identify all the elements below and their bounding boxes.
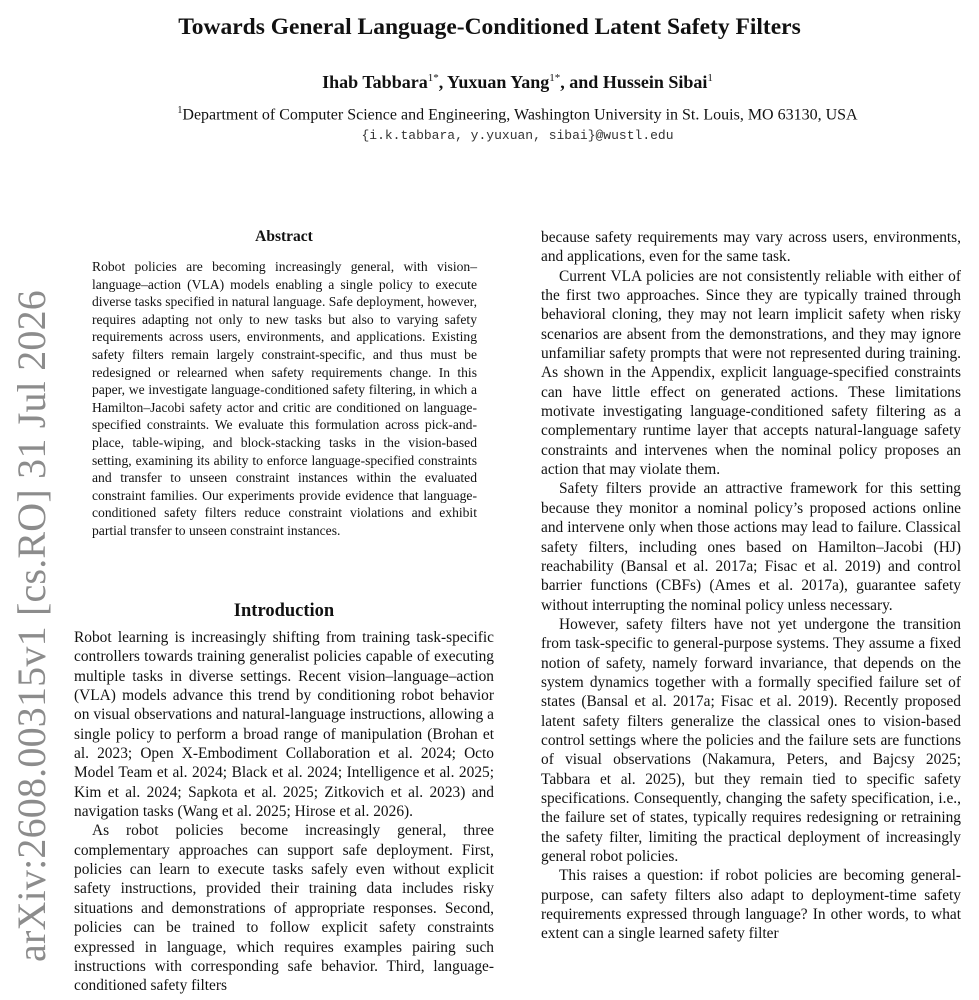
author-emails: {i.k.tabbara, y.yuxuan, sibai}@wustl.edu	[361, 128, 674, 143]
affiliation-mark: 1	[177, 105, 183, 116]
intro-paragraph: Current VLA policies are not consistently reliable with either of the first two approaches. Since they are typically trained through behavioral cloning, they may not learn implicit safety when risky scenarios are absent from the demonstrations, and they may ignore unfamiliar safety prompts that were not represented during training. As shown in the Appendix, explicit language-specified constraints can have little effect on generated actions. These limitations motivate investigating language-conditioned safety filtering as a complementary runtime layer that accepts natural-language safety constraints and intervenes when the nominal policy proposes an action that may violate them.	[541, 267, 961, 479]
author-name: Ihab Tabbara	[322, 72, 428, 92]
abstract-body: Robot policies are becoming increasingly general, with vision–language–action (VLA) models enabling a single policy to execute diverse tasks specified in natural language. Safe deployment, however, requires adapting not only to new tasks but also to varying safety requirements across users, environments, and applications. Existing safety filters remain largely constraint-specific, and thus must be redesigned or relearned when safety requirements change. In this paper, we investigate language-conditioned safety filtering, in which a Hamilton–Jacobi safety actor and critic are conditioned on language-specified constraints. We evaluate this formulation across pick-and-place, table-wiping, and block-stacking tasks in the vision-based setting, examining its ability to enforce language-specified constraints and transfer to unseen constraint instances within the evaluated constraint families. Our experiments provide evidence that language-conditioned safety filters reduce constraint violations and exhibit partial transfer to unseen constraint instances.	[92, 259, 477, 538]
intro-paragraph: Robot learning is increasingly shifting from training task-specific controllers towards training generalist policies capable of executing multiple tasks in diverse settings. Recent vision–language–action (VLA) models advance this trend by conditioning robot behavior on visual observations and natural-language instructions, allowing a single policy to perform a broad range of manipulation (Brohan et al. 2023; Open X-Embodiment Collaboration et al. 2024; Octo Model Team et al. 2024; Black et al. 2024; Intelligence et al. 2025; Kim et al. 2024; Sapkota et al. 2025; Zitkovich et al. 2023) and navigation tasks (Wang et al. 2025; Hirose et al. 2026).	[74, 629, 494, 821]
introduction-heading: Introduction	[233, 601, 335, 621]
author-affiliation-mark: 1	[707, 72, 713, 84]
intro-paragraph: Safety filters provide an attractive framework for this setting because they monitor a nominal policy’s proposed actions online and intervene only when those actions may lead to failure. Classical safety filters, including ones based on Hamilton–Jacobi (HJ) reachability (Bansal et al. 2017a; Fisac et al. 2019) and control barrier functions (CBFs) (Ames et al. 2017a), guarantee safety without interrupting the nominal policy unless necessary.	[541, 480, 961, 614]
author-affiliation-mark: 1*	[427, 72, 439, 84]
author-list: Ihab Tabbara$^{1*}$, Yuxuan Yang$^{1*}$, and Hussein Sibai$^1$	[322, 72, 713, 92]
affiliation-text: Department of Computer Science and Engineering, Washington University in St. Louis, MO 63130, USA	[182, 106, 858, 124]
intro-paragraph: As robot policies become increasingly general, three complementary approaches can support safe deployment. First, policies can learn to execute tasks safely even without explicit safety instructions, provided their training data includes risky situations and demonstrations of appropriate responses. Second, policies can be trained to follow explicit safety constraints expressed in language, which requires examples pairing such instructions with corresponding safe behavior. Third, language-conditioned safety filters	[74, 822, 494, 995]
right-column	[541, 228, 961, 1000]
arxiv-identifier: arXiv:2608.00315v1 [cs.RO] 31 Jul 2026	[9, 290, 54, 962]
author-conjunction: and	[569, 72, 599, 92]
abstract-heading: Abstract	[255, 228, 313, 245]
author-name: Hussein Sibai	[602, 72, 708, 92]
intro-paragraph: because safety requirements may vary across users, environments, and applications, even for the same task.	[541, 229, 961, 266]
intro-paragraph: However, safety filters have not yet undergone the transition from task-specific to general-purpose systems. They assume a fixed notion of safety, namely forward invariance, that depends on the system dynamics together with a formally specified failure set of states (Bansal et al. 2017a; Fisac et al. 2019). Recently proposed latent safety filters generalize the classical ones to vision-based control settings where the policies and the failure sets are functions of visual observations (Nakamura, Peters, and Bajcsy 2025; Tabbara et al. 2025), but they remain tied to specific safety specifications. Consequently, changing the safety specification, i.e., the failure set of states, typically requires redesigning or retraining the safety filter, limiting the practical deployment of increasingly general robot policies.	[541, 615, 961, 865]
paper-title: Towards General Language-Conditioned Latent Safety Filters	[178, 14, 801, 40]
author-affiliation-mark: 1*	[549, 72, 561, 84]
affiliation	[0, 105, 979, 124]
intro-paragraph: This raises a question: if robot policies are becoming general-purpose, can safety filters also adapt to deployment-time safety requirements expressed through language? In other words, to what extent can a single learned safety filter	[541, 867, 961, 943]
author-name: Yuxuan Yang	[447, 72, 550, 92]
left-column	[74, 628, 494, 1000]
